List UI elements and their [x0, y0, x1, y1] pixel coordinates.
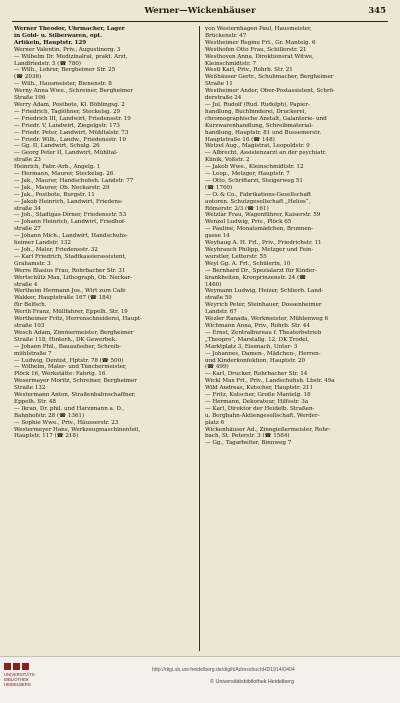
directory-entry-line: (☎ 499)	[205, 364, 229, 371]
directory-entry-line: Wenzel Ludwig, Priv., Plöck 65	[205, 219, 292, 226]
directory-entry-line: Werner Valentin, Priv., Augustinerg. 3	[14, 46, 121, 53]
directory-entry-line: — Johannes, Damen-, Mädchen-, Herren-	[205, 350, 321, 357]
directory-entry-line: — Friedrich III, Landwirt, Friedensstr. 19	[14, 115, 131, 122]
copyright-notice: © Universitätsbibliothek Heidelberg	[210, 679, 294, 685]
directory-entry-line: — Hermann, Dekorateur, Hilfsstr. 3a	[205, 398, 309, 405]
directory-entry-line: Landstr. 67	[205, 309, 237, 316]
running-title: Werner—Wickenhäuser	[144, 6, 256, 16]
directory-entry-line: Heinrich, Fabr.-Arb., Angelg. 1	[14, 164, 101, 171]
directory-entry-line: Eppelh. Str. 48	[14, 398, 56, 405]
directory-entry-line: handlung, Hauptstr. 81 und Bussemerstr.	[205, 129, 322, 136]
directory-entry-line: — Karl, Drucker, Rohrbacher Str. 14	[205, 371, 308, 378]
directory-entry-line: — Leop., Metzger, Hauptstr. 7	[205, 171, 290, 178]
directory-entry-line: Weyhrauch Philipp, Metzger und Fein-	[205, 247, 314, 253]
directory-entry-line: Weymann Ludwig, Heizer, Schlierb. Land-	[205, 288, 324, 295]
directory-entry-line: mühlstraße 7	[14, 350, 52, 357]
logo-text	[4, 672, 48, 687]
directory-entry-line: Westermeyer Hans, Werkzeugmaschinenteil,	[14, 426, 141, 433]
directory-entry-line: Straße 106	[14, 95, 46, 102]
directory-entry-line: — Karl, Direktor der Heidelb. Straßen-	[205, 405, 315, 412]
page-header	[14, 6, 386, 20]
directory-entry-line: heimer Landstr. 132	[14, 240, 71, 247]
directory-entry-line: — Johann Heinrich, Landwirt, Friedhof-	[14, 219, 126, 226]
directory-entry-line: — Jak., Postbote, Burgstr. 11	[14, 191, 95, 198]
directory-entry-line: straße 4	[14, 281, 38, 288]
viewer-footer	[0, 656, 400, 703]
directory-entry-line: krankheiten, Kronprinzenstr. 24 (☎	[205, 274, 307, 281]
directory-entry-line: Werre Blasius Frau, Rohrbacher Str. 31	[14, 267, 126, 274]
directory-entry-line: — Wilh., Lehrer, Bergheimer Str. 25	[14, 67, 116, 74]
directory-entry-line: Westhoven Anna, Direktionsrat Witwe,	[205, 53, 314, 60]
directory-entry-line: autoren. Schutzgesellschaft „Helios“,	[205, 198, 311, 205]
directory-entry-line: Artikeln, Hauptstr. 129	[14, 39, 87, 46]
directory-entry-line: Hauptstraße 16 (☎ 148)	[205, 136, 275, 143]
directory-entry-line: straße 23	[14, 157, 41, 164]
directory-entry-line: — Friedrich, Taglöhner, Steckelsg. 29	[14, 108, 121, 115]
directory-entry-line: Weyhaug A. H. Frl., Priv., Friedrichstr. 11	[205, 240, 322, 247]
directory-entry-line: — Friedr. Peter, Landwirt, Mühltalstr. 73	[14, 129, 129, 136]
directory-entry-line: Landfriedstr. 5 (☎ 780)	[14, 60, 81, 67]
directory-entry-line: — Ikran, Dr. phil. und Harzimann a. D.,	[14, 405, 125, 412]
directory-entry-line: Wertschütz Max, Lithograph, Ob. Neckar-	[14, 274, 132, 281]
directory-entry-line: Wetzlar Frau, Wagenführer, Kaiserstr. 59	[205, 212, 321, 219]
directory-entry-line: handlung, Buchbinderei, Druckerei,	[205, 108, 307, 115]
directory-entry-line: 1460)	[205, 281, 222, 288]
directory-entry-line: Wertheim Hermann Jos., Wirt zum Café	[14, 288, 126, 295]
directory-entry-line: Straße 118, Hinterh., DK Gewerbek.	[14, 336, 117, 343]
directory-entry-line: — Jak., Maurer, Ob. Neckarstr. 29	[14, 184, 110, 191]
directory-entry-line: — Bernhard Dr., Spezialarzt für Kinder-	[205, 267, 317, 274]
directory-entry-line: — Joh., Maler, Friedensstr. 32	[14, 247, 98, 253]
directory-entry-line: Westheimer Ander, Ober-Postassistent, Schrö-	[205, 88, 335, 95]
directory-entry-line: — Friedr. V, Landwirt, Ziegelgstr. 173	[14, 122, 120, 129]
directory-entry-line: für Belfsch.	[14, 302, 47, 309]
directory-entry-line: Wesch Adam, Zimmermeister, Bergheimer	[14, 329, 134, 336]
directory-entry-line: — Ernst, Zentralbureau f. Theaterbetrieb	[205, 329, 322, 336]
directory-entry-line: — Otto, Schriftarzt, Steigerweg 51	[205, 177, 303, 184]
directory-entry-line: gasse 14	[205, 233, 230, 240]
source-url-link[interactable]: http://digi.ub.uni-heidelberg.de/diglit/AdressbuchHD1914/0404	[152, 667, 295, 673]
directory-entry-line: „Theopro“, Marstallg. 12, DK Trodel,	[205, 336, 310, 343]
directory-entry-line: — Joh., Stadtgas-Dirner, Friedensstr. 53	[14, 212, 127, 219]
directory-entry-line: — Wilhelm Dr. Medizinalrat, prakt. Arzt,	[14, 53, 128, 60]
page-number: 345	[368, 6, 386, 16]
header-rule	[12, 21, 388, 22]
directory-entry-line: (☎ 2036)	[14, 74, 42, 81]
directory-entry-line: — Ludwig, Dentist, Hptstr. 78 (☎ 500)	[14, 357, 124, 364]
directory-entry-line: Klinik, Voßstr. 2	[205, 157, 250, 164]
directory-entry-line: Grahamstr. 3	[14, 260, 51, 267]
directory-entry-line: — Friedr. Wilh., Landw., Friedensstr. 19	[14, 136, 126, 143]
directory-entry-line: Wesermayer Moritz, Schreiner, Bergheimer	[14, 378, 137, 385]
directory-entry-line: Römerstr. 2/3 (☎ 161)	[205, 205, 269, 212]
logo-line: UNIVERSITÄTS-	[4, 672, 36, 677]
directory-entry-line: straße 34	[14, 205, 41, 212]
directory-entry-line: u. Bergbahn-Aktiengesellschaft, Werder-	[205, 412, 320, 419]
directory-entry-line: Kurzwarenhandlung, Schreibmaterial-	[205, 122, 314, 129]
directory-entry-line: Plöck 16, Werkstätte: Fahrtg. 16	[14, 371, 106, 378]
library-logo[interactable]	[4, 663, 48, 697]
directory-entry-line: Straße 132	[14, 385, 46, 392]
directory-entry-line: Werth Franz, Müllfahrer, Eppelh. Str. 19	[14, 309, 128, 316]
directory-entry-line: wurstler, Letterstr. 55	[205, 253, 267, 260]
left-column	[14, 26, 195, 651]
directory-entry-line: Wetzel Aug., Magistrat, Leopoldstr. 9	[205, 143, 310, 150]
directory-entry-line: Weyl Gg. A. Frl., Schülerin, 10	[205, 260, 291, 267]
directory-entry-line: — Pauline, Monatsmädchen, Brunnen-	[205, 226, 314, 233]
directory-entry-line: chromographische Anstalt, Galanterie- und	[205, 115, 327, 122]
directory-entry-line: Kleinschmidtstr. 7	[205, 60, 257, 67]
directory-entry-line: platz 6	[205, 419, 225, 426]
directory-entry-line: straße 27	[14, 226, 41, 233]
directory-entry-line: — Fritz, Kutscher, Große Mantelg. 18	[205, 392, 311, 399]
directory-entry-line: in Gold- u. Silberwaren, opt.	[14, 32, 102, 39]
directory-entry-line: Marktplatz 3, Eisenach, Unter- 3	[205, 343, 298, 350]
directory-entry-line: — Wilhelm, Maler- und Tünchermeister,	[14, 364, 127, 371]
directory-entry-line: Wild Andreas, Kutscher, Hauptstr. 211	[205, 385, 314, 392]
directory-entry-line: Werny Anna Wwe., Schreiner, Bergheimer	[14, 88, 133, 95]
directory-entry-line: Wickl Max Frl., Priv., Landschuhsh. Lbstr. 49a	[205, 378, 335, 385]
directory-entry-line: — Jul. Rudolf (Rud. Rudolph), Papier-	[205, 101, 310, 108]
directory-entry-line: (☎ 1760)	[205, 184, 233, 191]
directory-entry-line: Wichmann Anna, Priv., Rohrb. Str. 44	[205, 322, 310, 329]
directory-entry-line: Straße 11	[205, 81, 233, 88]
logo-line: HEIDELBERG	[4, 682, 31, 687]
directory-entry-line: Weyrich Peter, Steinhauer, Dossenheimer	[205, 302, 322, 309]
directory-entry-line: — Jak., Maurer, Handschuhsh. Landstr. 77	[14, 177, 134, 184]
directory-entry-line: derstraße 24	[205, 95, 242, 102]
directory-entry-line: — Johann Phil., Bauaufseher, Schreib-	[14, 343, 121, 350]
logo-mark-icon	[4, 663, 48, 670]
directory-entry-line: — Jakob Wwe., Kleinschmidtstr. 12	[205, 164, 304, 171]
directory-entry-line: — O. & Co., Fabrikations-Gesellschaft	[205, 191, 312, 198]
directory-entry-line: — Hermann, Maurer, Steckelsg. 26	[14, 171, 114, 178]
directory-entry-line: — Jakob Heinrich, Landwirt, Friedens-	[14, 198, 123, 205]
directory-entry-line: und Kinderkonfektion, Hauptstr. 20	[205, 357, 306, 364]
directory-entry-line: Bahnhofstr. 28 (☎ 1361)	[14, 412, 85, 419]
directory-entry-line: Westermann Anton, Straßenbahnschaffner,	[14, 392, 136, 399]
directory-entry-line: — Sophie Wwe., Priv., Häusserstr. 23	[14, 419, 119, 426]
logo-line: BIBLIOTHEK	[4, 677, 29, 682]
directory-entry-line: straße 59	[205, 295, 232, 302]
directory-entry-line: Werry Adam, Postbote, Kl. Böblingsg. 2	[14, 101, 125, 108]
directory-entry-line: Wertheimer Fritz, Herrenschneiderei, Haupt-	[14, 316, 142, 323]
directory-entry-line: Westhofen Otto Frau, Schillerstr. 21	[205, 46, 307, 53]
directory-entry-line: — Karl Friedrich, Stadtkassierassistent,	[14, 253, 127, 260]
column-divider	[199, 26, 200, 651]
directory-entry-line: von Westernhagen Paul, Hausmeister,	[205, 26, 312, 32]
directory-entry-line: Wakker, Hauptstraße 167 (☎ 184)	[14, 295, 112, 302]
right-column	[205, 26, 386, 651]
directory-entry-line: Wickenhäuser Ad., Zinngießermeister, Rohr-	[205, 426, 331, 433]
directory-entry-line: Wezler Ranada, Werkmeister, Mühlenweg 6	[205, 316, 329, 323]
directory-entry-line: Westl Karl, Priv., Rohrb. Str. 21	[205, 67, 293, 74]
directory-entry-line: — Gg., Tagarbeiter, Binnweg 7	[205, 440, 292, 447]
directory-entry-line: Werner Theodor, Uhrmacher, Lager	[14, 26, 125, 32]
directory-entry-line: — Johann Mich., Landwirt, Handschuhs-	[14, 233, 128, 240]
directory-entry-line: Hauptstr. 117 (☎ 218)	[14, 433, 79, 440]
directory-entry-line: — Albrecht, Assistenzarzt an der psychiatr.	[205, 150, 327, 157]
directory-entry-line: — Wilh., Hausmeister, Bienenstr. 8	[14, 81, 112, 88]
directory-entry-line: Westheimer Regine Frl., Gr. Mantelg. 6	[205, 39, 316, 46]
directory-entry-line: Brückenstr. 47	[205, 32, 247, 39]
directory-entry-line: straße 103	[14, 322, 45, 329]
directory-entry-line: bach, St. Peterstr. 3 (☎ 1584)	[205, 433, 290, 440]
directory-entry-line: Weßhäuser Gertr., Schuhmacher, Bergheimer	[205, 74, 334, 81]
directory-entry-line: — Georg Peter II, Landwirt, Mühltal-	[14, 150, 118, 157]
directory-entry-line: — Gg. II, Landwirt, Schulg. 26	[14, 143, 100, 150]
